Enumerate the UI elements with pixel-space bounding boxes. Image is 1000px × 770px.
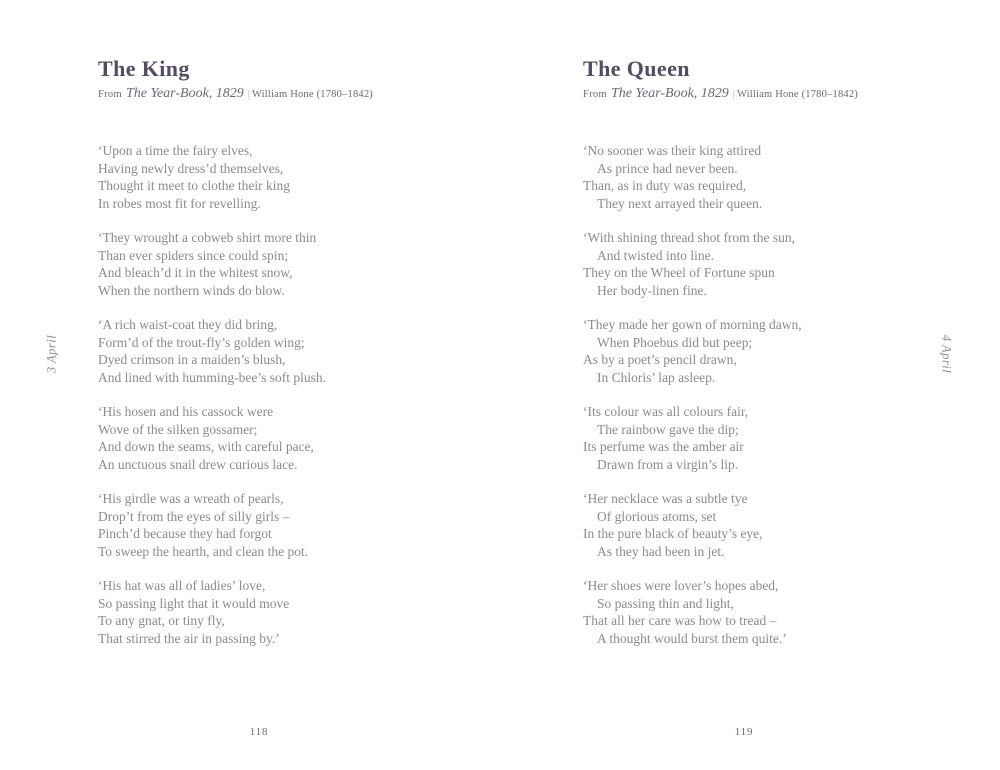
stanza — [98, 316, 428, 386]
page-right-content — [583, 57, 913, 664]
poem-line: And down the seams, with careful pace, — [98, 439, 314, 454]
poem-line: When the northern winds do blow. — [98, 282, 285, 298]
poem-line: ‘Upon a time the fairy elves, — [98, 143, 253, 158]
poem-line: ‘Her necklace was a subtle tye — [583, 491, 748, 506]
margin-date-right: 4 April — [939, 334, 954, 374]
poem-source-right — [583, 84, 913, 102]
poem-line: Than ever spiders since could spin; — [98, 247, 289, 263]
poem-line: ‘Its colour was all colours fair, — [583, 404, 749, 419]
poem-line: In Chloris’ lap asleep. — [597, 369, 716, 385]
poem-line: ‘His hosen and his cassock were — [98, 404, 274, 419]
page-left-content — [98, 57, 428, 664]
poem-line: Of glorious atoms, set — [597, 508, 717, 524]
source-author-left: William Hone (1780–1842) — [251, 89, 374, 100]
poem-line: So passing light that it would move — [98, 595, 290, 611]
poem-source-left — [98, 84, 428, 102]
poem-line: Drawn from a virgin’s lip. — [597, 456, 739, 472]
poem-line: So passing thin and light, — [597, 595, 734, 611]
poem-line: Than, as in duty was required, — [583, 178, 747, 193]
poem-line: As by a poet’s pencil drawn, — [583, 352, 737, 367]
poem-line: As prince had never been. — [597, 160, 738, 176]
poem-line: Wove of the silken gossamer; — [98, 421, 258, 437]
poem-line: That stirred the air in passing by.’ — [98, 630, 280, 646]
poem-title-right: The Queen — [583, 56, 690, 81]
stanza — [583, 142, 913, 212]
poem-line: They next arrayed their queen. — [597, 195, 763, 211]
poem-line: And twisted into line. — [597, 247, 714, 263]
poem-line: Thought it meet to clothe their king — [98, 178, 290, 193]
source-work-right: The Year-Book, 1829 — [610, 86, 729, 101]
page-number-left: 118 — [249, 726, 269, 738]
stanza — [98, 229, 428, 299]
poem-line: Her body-linen fine. — [597, 282, 707, 298]
poem-title-left: The King — [98, 56, 190, 81]
poem-line: Form’d of the trout-fly’s golden wing; — [98, 334, 305, 350]
stanza — [583, 229, 913, 299]
poem-line: To any gnat, or tiny fly, — [98, 613, 225, 628]
stanza — [98, 577, 428, 647]
poem-line: A thought would burst them quite.’ — [597, 630, 787, 646]
poem-line: That all her care was how to tread – — [583, 613, 777, 628]
source-author-right: William Hone (1780–1842) — [736, 89, 859, 100]
poem-line: ‘His girdle was a wreath of pearls, — [98, 491, 284, 506]
poem-body-left — [98, 142, 428, 647]
poem-line: And bleach’d it in the whitest snow, — [98, 265, 293, 280]
stanza — [583, 577, 913, 647]
poem-line: An unctuous snail drew curious lace. — [98, 456, 298, 472]
poem-line: Dyed crimson in a maiden’s blush, — [98, 352, 286, 367]
stanza — [583, 316, 913, 386]
stanza — [98, 403, 428, 473]
poem-line: Having newly dress’d themselves, — [98, 160, 284, 176]
poem-body-right — [583, 142, 913, 647]
source-separator-left: | — [247, 88, 250, 100]
poem-line: ‘With shining thread shot from the sun, — [583, 230, 796, 245]
page-number-right: 119 — [734, 726, 754, 738]
poem-line: Pinch’d because they had forgot — [98, 526, 272, 541]
source-prefix-left: From — [98, 89, 122, 100]
poem-line: And lined with humming-bee’s soft plush. — [98, 369, 326, 385]
stanza — [98, 490, 428, 560]
stanza — [583, 490, 913, 560]
source-work-left: The Year-Book, 1829 — [125, 86, 244, 101]
poem-line: To sweep the hearth, and clean the pot. — [98, 543, 309, 559]
poem-line: ‘A rich waist-coat they did bring, — [98, 317, 278, 332]
poem-line: Drop’t from the eyes of silly girls – — [98, 508, 290, 524]
page-right — [500, 0, 1000, 770]
poem-line: ‘His hat was all of ladies’ love, — [98, 578, 266, 593]
poem-line: ‘Her shoes were lover’s hopes abed, — [583, 578, 779, 593]
poem-line: ‘They wrought a cobweb shirt more thin — [98, 230, 317, 245]
source-prefix-right: From — [583, 89, 607, 100]
poem-line: Its perfume was the amber air — [583, 439, 744, 454]
poem-line: The rainbow gave the dip; — [597, 421, 739, 437]
poem-line: ‘They made her gown of morning dawn, — [583, 317, 802, 332]
poem-line: They on the Wheel of Fortune spun — [583, 265, 775, 280]
poem-line: As they had been in jet. — [597, 543, 725, 559]
source-separator-right: | — [732, 88, 735, 100]
stanza — [583, 403, 913, 473]
poem-line: In the pure black of beauty’s eye, — [583, 526, 763, 541]
poem-line: ‘No sooner was their king attired — [583, 143, 762, 158]
margin-date-left: 3 April — [44, 334, 59, 374]
stanza — [98, 142, 428, 212]
poem-line: When Phoebus did but peep; — [597, 334, 753, 350]
poem-line: In robes most fit for revelling. — [98, 195, 261, 211]
